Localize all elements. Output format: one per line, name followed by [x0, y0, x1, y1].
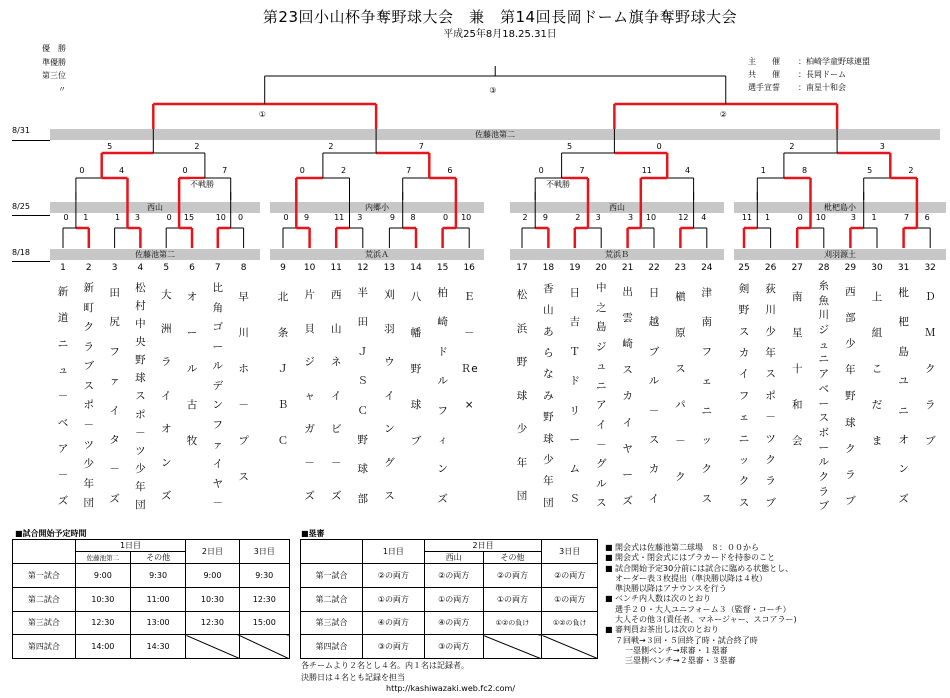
team-number: 12 — [357, 263, 369, 273]
schedule-row-label: 第一試合 — [13, 564, 76, 588]
rule-subitem: 一塁側ベンチ→球審・１塁審 — [625, 645, 728, 655]
score-round1: 0 — [63, 213, 69, 222]
placing-runner-up: 準優勝 — [42, 57, 66, 67]
schedule-cell: 11:00 — [131, 587, 186, 611]
score-round1: 1 — [115, 213, 121, 222]
schedule-day2: 2日目 — [186, 540, 239, 564]
team-number: 16 — [463, 263, 475, 273]
umpire-cell: ①の両方 — [424, 587, 483, 611]
score-round1: 4 — [701, 213, 707, 222]
schedule-row-label: 第四試合 — [13, 635, 76, 659]
score-round1: 3 — [628, 213, 634, 222]
schedule-cell: 9:30 — [239, 564, 289, 588]
score-round1: 11 — [741, 213, 753, 222]
score-round1: 10 — [815, 213, 826, 222]
score-round2: 0 — [538, 166, 544, 175]
team-number: 3 — [111, 263, 118, 273]
oath-key: 選手宣誓 — [748, 83, 780, 92]
team-number: 9 — [280, 263, 286, 273]
score-semifinal: 5 — [107, 142, 113, 151]
umpire-cell: ③の両方 — [362, 635, 424, 659]
team-number: 23 — [674, 263, 687, 273]
cosponsor-key: 共 催 — [748, 70, 780, 79]
team-name: 西山ネイビ－ズ — [330, 289, 342, 503]
umpire-cell: ④の両方 — [424, 611, 483, 635]
score-semifinal: 3 — [879, 142, 885, 151]
umpire-cell: ②の両方 — [483, 564, 542, 588]
score-round1: 10 — [461, 213, 472, 222]
bullet-icon: ■ — [605, 543, 613, 552]
umpire-day3: 3日目 — [542, 540, 598, 564]
match-label-2: ② — [719, 110, 727, 119]
score-round1: 12 — [678, 213, 689, 222]
score-round2: 6 — [447, 166, 453, 175]
venue-r2-3: 西山 — [510, 202, 724, 213]
score-round1: 0 — [166, 213, 172, 222]
team-name: 北条ＪＢＣ — [277, 291, 289, 447]
score-round2: 0 — [182, 166, 188, 175]
team-name: Ｅ－Ｒe× — [460, 291, 478, 411]
tournament-title: 第23回小山杯争奪野球大会 兼 第14回長岡ドーム旗争奪野球大会 — [262, 8, 738, 26]
placing-third-2: 〃 — [58, 84, 66, 94]
rule-subitem: 準決勝以降はアナウンスを行う — [615, 584, 727, 594]
umpire-row-label: 第四試合 — [301, 635, 363, 659]
team-name: 比角ゴールデンファイヤ－ — [212, 282, 224, 510]
schedule-cell: 9:00 — [186, 564, 239, 588]
rules-list — [605, 543, 797, 667]
score-round1: 9 — [542, 213, 548, 222]
forfeit-label: 不戦勝 — [190, 180, 214, 189]
umpire-cell: ①の両方 — [542, 587, 598, 611]
team-name: 松村中央野球スポ－ツ少年団 — [135, 282, 146, 511]
umpire-row-label: 第二試合 — [301, 587, 363, 611]
team-number: 1 — [60, 263, 66, 273]
umpire-note-1: 各チームより２名とし４名。内１名は記録者。 — [301, 661, 469, 670]
score-round1: 9 — [304, 213, 310, 222]
umpire-cell: ③の両方 — [424, 635, 483, 659]
score-round1: 1 — [765, 213, 771, 222]
team-number: 20 — [595, 263, 607, 273]
team-name: 片貝ジャガ－ズ — [304, 289, 315, 503]
score-round1: 7 — [904, 213, 910, 222]
team-number: 25 — [738, 263, 750, 273]
team-name: 新町クラブスポ－ツ少年団 — [83, 282, 95, 510]
rule-subitem: ７回戦→３回・５回終了時・試合終了時 — [615, 635, 758, 645]
team-name: 剣野スカイフェニックス — [738, 283, 750, 509]
score-semifinal: 2 — [789, 142, 795, 151]
umpire-day2: 2日目 — [424, 540, 542, 552]
venue-r2-1: 西山 — [50, 202, 260, 213]
organizer-value: ：柏崎学童野球連盟 — [798, 57, 870, 66]
score-round2: 4 — [118, 166, 125, 175]
team-number: 4 — [137, 263, 144, 273]
team-number: 21 — [621, 263, 634, 273]
score-round2: 4 — [685, 166, 691, 175]
venue-r1-3: 荒浜Ｂ — [510, 249, 724, 260]
score-round1: 10 — [645, 213, 657, 222]
rule-text: 開会式は佐藤池第二球場 ８：００から — [615, 543, 759, 552]
team-name: 槇原スパ－ク — [675, 291, 686, 483]
score-round1: 3 — [595, 213, 601, 222]
umpire-cell: ②の両方 — [362, 564, 424, 588]
tournament-dates: 平成25年8月18.25.31日 — [443, 29, 557, 40]
team-number: 2 — [85, 263, 92, 273]
team-name: 日越ブル－スカイ — [648, 287, 660, 505]
umpire-cell: ②の両方 — [424, 564, 483, 588]
score-round1: 0 — [443, 213, 449, 222]
team-name: 刈羽ウイングス — [384, 289, 395, 503]
score-round1: 9 — [389, 213, 395, 222]
placing-third: 第三位 — [42, 71, 66, 80]
score-round1: 10 — [215, 213, 226, 222]
schedule-row-label: 第三試合 — [13, 611, 76, 635]
bullet-icon: ■ — [605, 594, 613, 604]
schedule-sub-other: その他 — [131, 552, 186, 564]
umpire-table — [300, 539, 598, 659]
team-number: 30 — [871, 263, 883, 273]
venue-final: 佐藤池第二 — [50, 129, 940, 140]
schedule-cell: 10:30 — [186, 587, 239, 611]
umpire-title: ■塁審 — [301, 529, 325, 538]
team-number: 11 — [330, 263, 342, 273]
schedule-cell: 12:30 — [186, 611, 239, 635]
team-number: 6 — [189, 263, 195, 273]
site-url[interactable]: http://kashiwazaki.web.fc2.com/ — [386, 684, 516, 693]
score-semifinal: 2 — [328, 142, 334, 151]
team-name: 大洲ライオンズ — [160, 289, 172, 503]
schedule-row-label: 第二試合 — [13, 587, 76, 611]
schedule-cell-empty — [239, 635, 289, 659]
venue-r1-4: 刈羽源土 — [734, 249, 946, 260]
team-name: 松浜野球少年団 — [516, 289, 528, 503]
umpire-cell: ①の両方 — [362, 587, 424, 611]
rule-subitem: 三塁側ベンチ→２塁審・３塁審 — [625, 656, 736, 666]
umpire-row-label: 第一試合 — [301, 564, 363, 588]
score-round2: 8 — [801, 166, 808, 175]
schedule-table — [12, 539, 290, 659]
umpire-sub-other: その他 — [483, 552, 542, 564]
schedule-cell: 9:00 — [75, 564, 130, 588]
umpire-day1: 1日目 — [362, 540, 424, 564]
match-label-final: ③ — [489, 86, 497, 95]
score-round1: 0 — [283, 213, 289, 222]
bullet-icon: ■ — [605, 563, 613, 573]
score-round1: 2 — [575, 213, 581, 222]
score-round2: 2 — [908, 166, 914, 175]
rule-item — [605, 564, 797, 574]
rule-item — [605, 543, 797, 553]
score-round1: 6 — [924, 213, 930, 222]
umpire-corner — [301, 540, 363, 564]
score-semifinal: 7 — [418, 142, 424, 151]
schedule-cell: 10:30 — [75, 587, 130, 611]
team-number: 10 — [303, 263, 316, 273]
score-round2: 0 — [79, 166, 85, 175]
score-round1: 1 — [871, 213, 877, 222]
rule-subitem: 選手２０・大人ユニフォーム３（監督・コーチ） — [615, 604, 791, 614]
team-name: 新道ニュ－ベア－ズ — [57, 286, 69, 507]
score-round1: 3 — [357, 213, 363, 222]
schedule-cell: 15:00 — [239, 611, 289, 635]
team-number: 24 — [701, 263, 713, 273]
score-round1: 3 — [134, 213, 140, 222]
forfeit-label: 不戦勝 — [546, 180, 570, 189]
team-number: 5 — [163, 263, 170, 273]
schedule-sub-venue: 佐藤池第二 — [75, 552, 130, 564]
umpire-note-2: 決勝日は４名とも記録を担当 — [301, 673, 405, 682]
team-name: オール古牧 — [186, 291, 198, 447]
score-semifinal: 5 — [567, 142, 573, 151]
umpire-cell: ①②の負け — [542, 611, 598, 635]
umpire-cell: ①の両方 — [483, 587, 542, 611]
team-number: 15 — [436, 263, 449, 273]
schedule-corner — [13, 540, 76, 564]
team-number: 8 — [240, 263, 247, 273]
rule-text: 開会式・閉会式にはプラカードを持参のこと — [615, 553, 775, 563]
team-name: 中之島ジュニアイ－グルス — [595, 282, 607, 510]
team-name: ＤＭクラブ — [924, 291, 936, 447]
placing-champion: 優 勝 — [42, 44, 66, 53]
rule-item — [605, 625, 797, 635]
schedule-cell: 14:30 — [131, 635, 186, 659]
score-round1: 15 — [183, 213, 195, 222]
team-number: 18 — [542, 263, 555, 273]
rule-text: ベンチ内人数は次のとおり — [615, 594, 711, 604]
schedule-day1: 1日目 — [75, 540, 186, 552]
schedule-title: ■試合開始予定時間 — [15, 529, 87, 538]
team-name: 八幡野球ブ — [410, 291, 422, 447]
team-number: 31 — [897, 263, 910, 273]
team-name: 糸魚川ジュニアベースボールクラブ — [818, 280, 830, 513]
score-round1: 0 — [238, 213, 244, 222]
schedule-cell: 13:00 — [131, 611, 186, 635]
umpire-cell: ②の両方 — [542, 564, 598, 588]
team-number: 7 — [214, 263, 221, 273]
umpire-sub-venue: 西山 — [424, 552, 483, 564]
schedule-cell-empty — [186, 635, 239, 659]
score-round2: 0 — [299, 166, 305, 175]
rule-text: 審判員お茶出しは次のとおり — [615, 625, 719, 635]
venue-r1-1: 佐藤池第二 — [50, 249, 260, 260]
oath-value: ：南星十和会 — [798, 83, 846, 92]
team-name: 田尻ファイタ－ズ — [109, 287, 120, 505]
umpire-cell-empty — [542, 635, 598, 659]
score-semifinal: 2 — [194, 142, 200, 151]
venue-r1-2: 荒浜Ａ — [270, 249, 484, 260]
team-number: 13 — [383, 263, 396, 273]
umpire-cell: ④の両方 — [362, 611, 424, 635]
umpire-row-label: 第三試合 — [301, 611, 363, 635]
team-number: 29 — [844, 263, 857, 273]
score-semifinal: 0 — [656, 142, 662, 151]
rule-item — [605, 553, 797, 563]
score-round2: 7 — [406, 166, 412, 175]
score-round2: 7 — [579, 166, 585, 175]
rule-subitem: オーダー表３枚提出（準決勝以降は４枚） — [615, 573, 767, 583]
team-name: 柏崎ドルフィンズ — [437, 287, 448, 505]
team-number: 27 — [791, 263, 803, 273]
score-round1: 8 — [410, 213, 416, 222]
schedule-cell: 12:30 — [75, 611, 130, 635]
score-round2: 2 — [340, 166, 347, 175]
team-name: 西部少年野球クラブ — [845, 286, 856, 507]
rule-text: 試合開始予定30分前には試合に臨める状態とし、 — [615, 563, 794, 573]
score-round2: 5 — [867, 166, 873, 175]
team-number: 19 — [569, 263, 581, 273]
score-round2: 11 — [641, 166, 652, 175]
team-number: 17 — [516, 263, 528, 273]
cosponsor-value: ：長岡ドーム — [798, 70, 846, 79]
round-date-semifinal: 8/31 — [12, 126, 30, 135]
schedule-cell: 12:30 — [239, 587, 289, 611]
team-number: 32 — [924, 263, 936, 273]
umpire-cell-empty — [483, 635, 542, 659]
team-name: 早川ホ－プス — [238, 291, 249, 483]
rule-item — [605, 594, 797, 604]
rule-subitem: 大人その他３(責任者、マネージャー、スコアラー) — [615, 615, 797, 625]
round-date-round2: 8/25 — [12, 202, 30, 211]
score-round1: 11 — [334, 213, 345, 222]
team-number: 22 — [648, 263, 660, 273]
score-round2: 7 — [222, 166, 228, 175]
team-number: 26 — [764, 263, 777, 273]
schedule-cell: 14:00 — [75, 635, 130, 659]
round-date-round1: 8/18 — [12, 248, 30, 257]
bullet-icon: ■ — [605, 625, 613, 635]
bullet-icon: ■ — [605, 553, 613, 563]
match-label-1: ① — [258, 110, 266, 119]
team-name: 荻川少年スポ－ツクラブ — [765, 283, 776, 509]
team-name: 枇杷島ユニオンズ — [898, 287, 909, 505]
team-name: 香山あらなみ野球少年団 — [543, 283, 554, 509]
schedule-day3: 3日目 — [239, 540, 289, 564]
team-name: 日吉ＴドリームＳ — [569, 287, 581, 505]
team-number: 28 — [818, 263, 830, 273]
umpire-cell: ①②の負け — [483, 611, 542, 635]
score-round1: 3 — [850, 213, 856, 222]
team-name: 出雲崎スカイヤーズ — [622, 286, 633, 507]
score-round1: 1 — [83, 213, 89, 222]
organizer-key: 主 催 — [748, 57, 780, 66]
team-number: 14 — [410, 263, 422, 273]
score-round1: 2 — [522, 213, 528, 222]
schedule-cell: 9:30 — [131, 564, 186, 588]
venue-r2-2: 内郷小 — [270, 202, 484, 213]
score-round2: 1 — [760, 166, 766, 175]
venue-r2-4: 枇杷島小 — [734, 202, 946, 213]
team-name: 南星十和会 — [791, 291, 803, 447]
team-name: 上組こだま — [871, 291, 883, 447]
team-name: 津南フェニックス — [701, 287, 713, 505]
score-round1: 0 — [797, 213, 803, 222]
team-name: 半田ＪＳＣ野球部 — [357, 287, 369, 505]
